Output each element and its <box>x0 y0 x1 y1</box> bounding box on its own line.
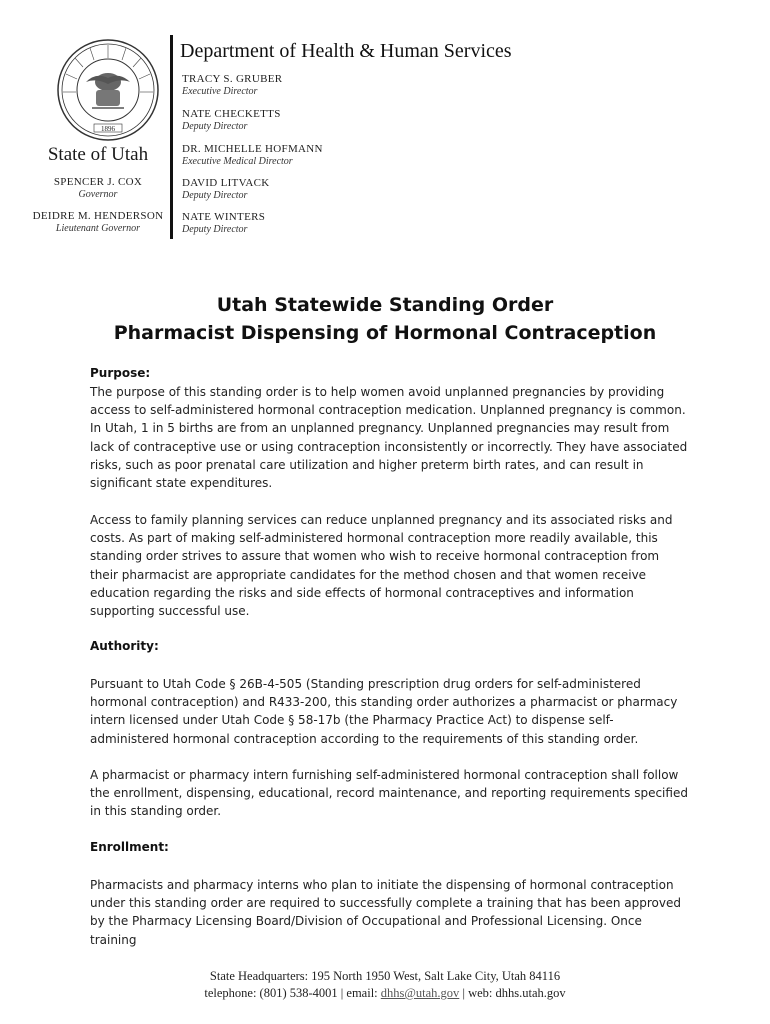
governor <box>22 176 174 200</box>
footer-web: | web: dhhs.utah.gov <box>459 986 566 1000</box>
official <box>182 177 270 201</box>
authority-heading: Authority: <box>90 639 159 653</box>
footer-contact <box>0 986 770 1001</box>
official-name: DAVID LITVACK <box>182 177 270 189</box>
enrollment-paragraph: Pharmacists and pharmacy interns who plan to initiate the dispensing of hormonal contraception under this standing order are required to successfully complete a training that has been approved by the Pharmacy Licensing Board/Division of Occupational and Professional Licensing. Once training <box>90 878 681 947</box>
purpose-paragraph: The purpose of this standing order is to help women avoid unplanned pregnancies by providing access to self-administered hormonal contraception medication. Unplanned pregnancy is common. In Utah, 1 in 5 births are from an unplanned pregnancy. Unplanned pregnancies may result from lack of contraceptive use or using contraception inconsistently or incorrectly. They have associated risks, such as poor prenatal care utilization and higher preterm birth rates, and can result in significant state expenditures. <box>90 385 688 491</box>
letterhead-divider <box>170 35 173 239</box>
official-title: Executive Director <box>182 86 258 97</box>
official <box>182 73 282 97</box>
footer-email-link[interactable]: dhhs@utah.gov <box>380 986 460 1000</box>
utah-state-seal-icon <box>56 38 160 142</box>
governor-title: Governor <box>78 189 118 200</box>
official <box>182 143 323 167</box>
official-name: DR. MICHELLE HOFMANN <box>182 143 323 155</box>
footer-address: State Headquarters: 195 North 1950 West, Salt Lake City, Utah 84116 <box>209 969 561 983</box>
governor-name: SPENCER J. COX <box>53 176 143 188</box>
official-name: NATE CHECKETTS <box>182 108 281 120</box>
official-name: NATE WINTERS <box>182 211 266 223</box>
purpose-heading: Purpose: <box>90 366 151 380</box>
lt-governor <box>22 210 174 234</box>
lt-governor-title: Lieutenant Governor <box>55 223 141 234</box>
official-title: Deputy Director <box>182 121 248 132</box>
document-subtitle: Pharmacist Dispensing of Hormonal Contraception <box>113 322 657 344</box>
state-name: State of Utah <box>47 144 149 165</box>
enrollment-heading: Enrollment: <box>90 840 169 854</box>
official-title: Deputy Director <box>182 224 248 235</box>
official <box>182 108 281 132</box>
official-title: Executive Medical Director <box>182 156 293 167</box>
purpose-paragraph: Access to family planning services can reduce unplanned pregnancy and its associated risks and costs. As part of making self-administered hormonal contraception more readily available, this standing order strives to assure that women who wish to receive hormonal contraception from their pharmacist are appropriate candidates for the method chosen and that women receive education regarding the risks and side effects of hormonal contraceptives and information supporting successful use. <box>90 513 673 619</box>
lt-governor-name: DEIDRE M. HENDERSON <box>32 210 164 222</box>
svg-text:1896: 1896 <box>101 125 115 133</box>
department-name: Department of Health & Human Services <box>180 40 512 62</box>
footer-telephone: telephone: (801) 538-4001 | email: <box>204 986 381 1000</box>
official-name: TRACY S. GRUBER <box>182 73 283 85</box>
official <box>182 211 265 235</box>
authority-paragraph: A pharmacist or pharmacy intern furnishing self-administered hormonal contraception shall follow the enrollment, dispensing, educational, record maintenance, and reporting requirements specified in this standing order. <box>90 768 688 819</box>
official-title: Deputy Director <box>182 190 248 201</box>
document-title: Utah Statewide Standing Order <box>216 294 554 316</box>
authority-paragraph: Pursuant to Utah Code § 26B-4-505 (Standing prescription drug orders for self-administered hormonal contraception) and R433-200, this standing order authorizes a pharmacist or pharmacy intern licensed under Utah Code § 58-17b (the Pharmacy Practice Act) to dispense self-administered hormonal contraception according to the requirements of this standing order. <box>90 677 678 746</box>
